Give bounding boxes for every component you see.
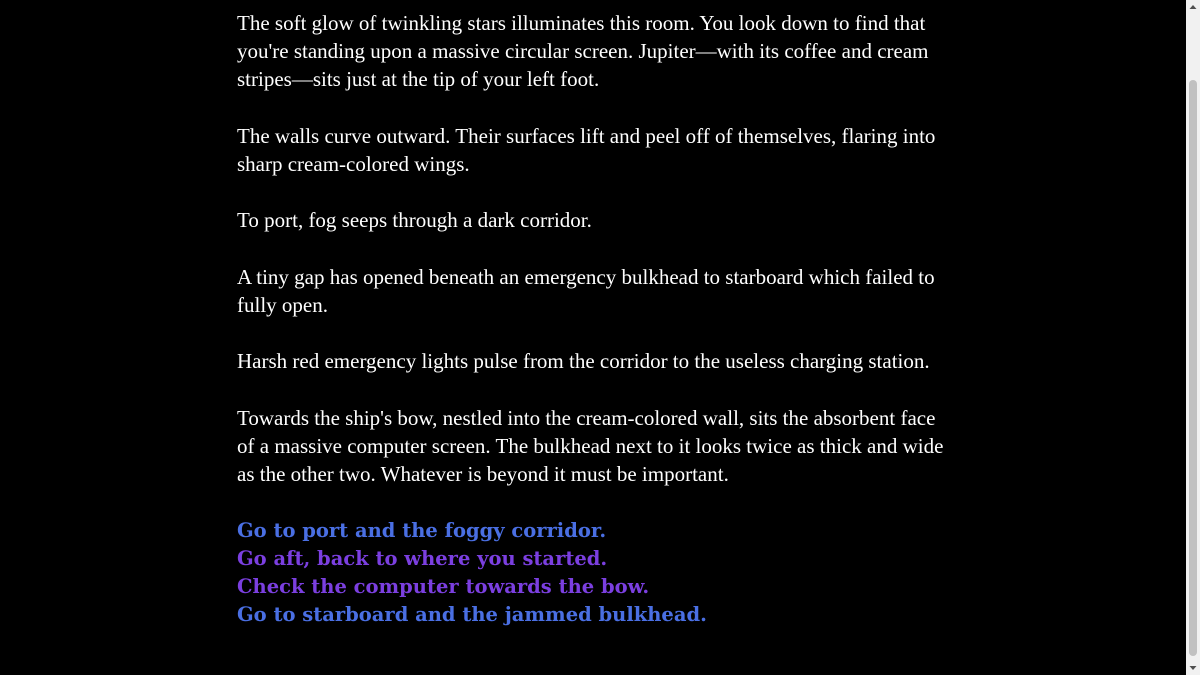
vertical-scrollbar[interactable]	[1186, 0, 1200, 675]
choice-link-bow[interactable]: Check the computer towards the bow.	[237, 574, 650, 598]
story-paragraph: Harsh red emergency lights pulse from the corridor to the useless charging station.	[237, 349, 930, 374]
choice-link-aft[interactable]: Go aft, back to where you started.	[237, 546, 608, 570]
arrow-up-icon[interactable]	[1186, 0, 1200, 14]
story-paragraph: A tiny gap has opened beneath an emergency bulkhead to starboard which failed to fully open.	[237, 264, 935, 317]
story-paragraph: The walls curve outward. Their surfaces lift and peel off of themselves, flaring into sharp cream-colored wings.	[237, 123, 936, 176]
choice-list	[237, 517, 957, 630]
scrollbar-thumb[interactable]	[1189, 80, 1197, 656]
story-paragraph: Towards the ship's bow, nestled into the cream-colored wall, sits the absorbent face of a massive computer screen. The bulkhead next to it looks twice as thick and wide as the other two. Whatever is beyond it must be important.	[237, 405, 944, 487]
story-paragraph: To port, fog seeps through a dark corridor.	[237, 208, 592, 233]
choice-link-starboard[interactable]: Go to starboard and the jammed bulkhead.	[237, 603, 707, 627]
story-paragraph: The soft glow of twinkling stars illuminates this room. You look down to find that you're standing upon a massive circular screen. Jupiter—with its coffee and cream stripes—sits just at the tip of your left foot.	[237, 11, 929, 92]
choice-link-port[interactable]: Go to port and the foggy corridor.	[237, 518, 607, 542]
arrow-down-icon[interactable]	[1186, 661, 1200, 675]
story-passage	[237, 9, 957, 629]
